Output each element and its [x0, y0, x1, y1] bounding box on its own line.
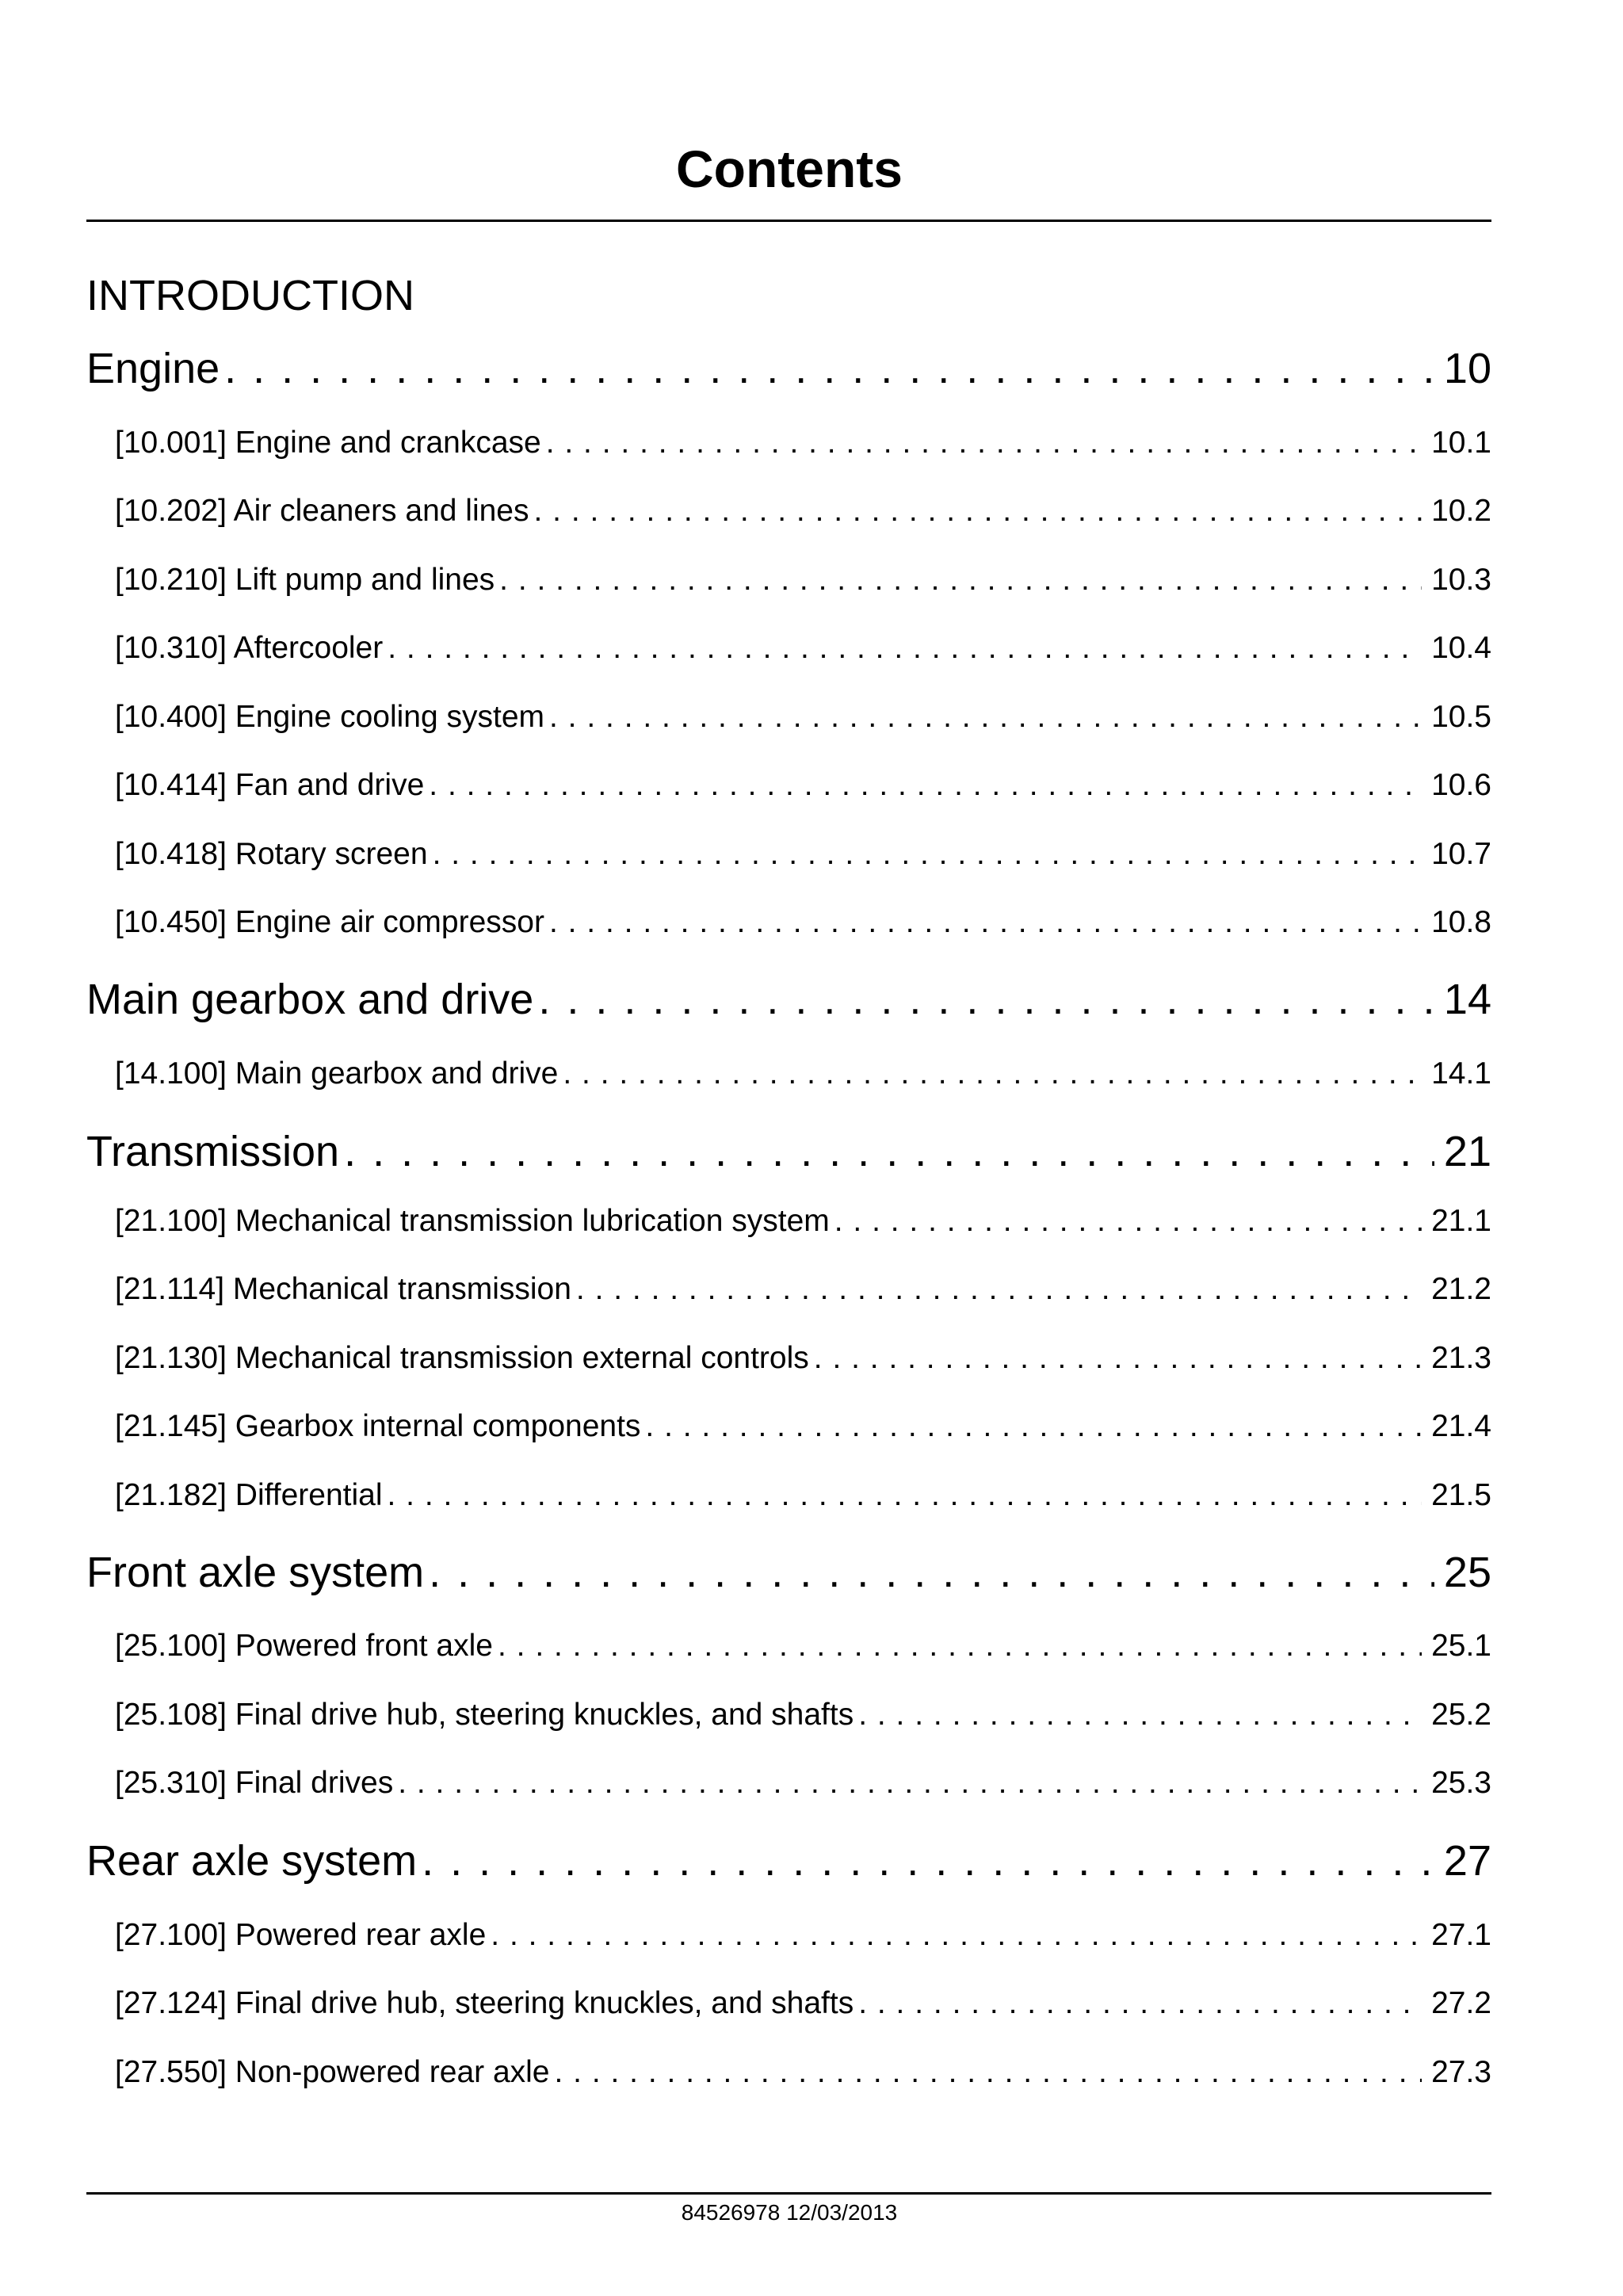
dot-leader [344, 1126, 1434, 1177]
toc-item-page: 27.2 [1431, 1986, 1491, 2020]
toc-item-title: [10.418] Rotary screen [115, 837, 428, 871]
toc-section-engine[interactable] [86, 343, 1491, 394]
toc-item-title: [21.145] Gearbox internal components [115, 1409, 641, 1443]
toc-section-front-axle[interactable] [86, 1547, 1491, 1598]
toc-item-title: [10.414] Fan and drive [115, 768, 425, 802]
toc-item-title: [25.108] Final drive hub, steering knuckles, and shafts [115, 1698, 854, 1732]
toc-item-page: 10.4 [1431, 631, 1491, 665]
dot-leader [546, 424, 1422, 462]
dot-leader [858, 1696, 1422, 1734]
toc-section-title: Transmission [86, 1128, 340, 1175]
dot-leader [538, 974, 1434, 1025]
dot-leader [491, 1916, 1422, 1954]
toc-item[interactable] [115, 1916, 1491, 1954]
dot-leader [834, 1202, 1422, 1240]
toc-item[interactable] [115, 1985, 1491, 2023]
toc-section-transmission[interactable] [86, 1126, 1491, 1177]
toc-section-page: 27 [1443, 1837, 1491, 1885]
toc-item-page: 25.3 [1431, 1766, 1491, 1800]
dot-leader [498, 1627, 1422, 1665]
dot-leader [814, 1339, 1422, 1377]
toc-item-page: 21.3 [1431, 1341, 1491, 1375]
toc-item[interactable] [115, 1270, 1491, 1308]
toc-section-title: Rear axle system [86, 1837, 418, 1885]
toc-item-page: 10.7 [1431, 837, 1491, 871]
toc-item-page: 21.2 [1431, 1272, 1491, 1306]
footer-document-id: 84526978 12/03/2013 [681, 2200, 898, 2225]
toc-item-page: 10.2 [1431, 494, 1491, 528]
toc-item[interactable] [115, 1202, 1491, 1240]
toc-item-page: 25.2 [1431, 1698, 1491, 1732]
toc-item[interactable] [115, 629, 1491, 667]
toc-item-title: [21.182] Differential [115, 1478, 383, 1512]
toc-item-page: 27.3 [1431, 2055, 1491, 2089]
toc-item[interactable] [115, 1627, 1491, 1665]
toc-item-page: 10.1 [1431, 426, 1491, 460]
toc-item-title: [10.210] Lift pump and lines [115, 563, 495, 597]
toc-item[interactable] [115, 1408, 1491, 1446]
toc-item-page: 25.1 [1431, 1629, 1491, 1663]
toc-item[interactable] [115, 835, 1491, 873]
dot-leader [422, 1836, 1434, 1886]
toc-item-page: 14.1 [1431, 1056, 1491, 1091]
toc-section-page: 21 [1443, 1128, 1491, 1175]
toc-item-page: 21.1 [1431, 1204, 1491, 1238]
dot-leader [549, 698, 1422, 736]
toc-item-title: [21.114] Mechanical transmission [115, 1272, 571, 1306]
toc-section-title: Main gearbox and drive [86, 976, 534, 1023]
toc-item[interactable] [115, 2053, 1491, 2092]
toc-item-title: [21.100] Mechanical transmission lubrication system [115, 1204, 830, 1238]
toc-item-page: 10.6 [1431, 768, 1491, 802]
dot-leader [645, 1408, 1422, 1446]
dot-leader [499, 561, 1422, 599]
title-divider [86, 220, 1491, 222]
toc-item[interactable] [115, 904, 1491, 942]
toc-item-title: [10.001] Engine and crankcase [115, 426, 541, 460]
toc-section-rear-axle[interactable] [86, 1836, 1491, 1886]
toc-item-page: 21.4 [1431, 1409, 1491, 1443]
toc-section-title: Engine [86, 345, 220, 392]
dot-leader [388, 629, 1422, 667]
toc-item-title: [25.310] Final drives [115, 1766, 394, 1800]
toc-item[interactable] [115, 1764, 1491, 1802]
toc-item-page: 27.1 [1431, 1918, 1491, 1952]
dot-leader [563, 1055, 1422, 1093]
dot-leader [429, 1547, 1434, 1598]
toc-item-page: 10.8 [1431, 905, 1491, 939]
introduction-heading: INTRODUCTION [86, 272, 414, 319]
dot-leader [429, 766, 1422, 804]
toc-section-page: 10 [1443, 345, 1491, 392]
toc-item-title: [27.100] Powered rear axle [115, 1918, 487, 1952]
footer-divider [86, 2192, 1491, 2195]
toc-item[interactable] [115, 424, 1491, 462]
dot-leader [433, 835, 1423, 873]
toc-item[interactable] [115, 492, 1491, 530]
toc-section-page: 25 [1443, 1549, 1491, 1596]
toc-item-title: [27.124] Final drive hub, steering knuckles, and shafts [115, 1986, 854, 2020]
toc-item-title: [10.450] Engine air compressor [115, 905, 544, 939]
dot-leader [549, 904, 1422, 942]
toc-item[interactable] [115, 561, 1491, 599]
page-title: Contents [676, 139, 903, 198]
toc-item[interactable] [115, 1477, 1491, 1515]
toc-item[interactable] [115, 1696, 1491, 1734]
toc-section-title: Front axle system [86, 1549, 425, 1596]
toc-item[interactable] [115, 698, 1491, 736]
dot-leader [388, 1477, 1423, 1515]
toc-item-page: 10.3 [1431, 563, 1491, 597]
toc-item-page: 10.5 [1431, 700, 1491, 734]
toc-item-title: [10.400] Engine cooling system [115, 700, 545, 734]
toc-item-title: [10.202] Air cleaners and lines [115, 494, 529, 528]
toc-item-title: [21.130] Mechanical transmission external controls [115, 1341, 809, 1375]
toc-item[interactable] [115, 1055, 1491, 1093]
toc-item-title: [10.310] Aftercooler [115, 631, 384, 665]
toc-section-page: 14 [1443, 976, 1491, 1023]
dot-leader [224, 343, 1434, 394]
dot-leader [858, 1985, 1422, 2023]
toc-section-main-gearbox[interactable] [86, 974, 1491, 1025]
dot-leader [534, 492, 1423, 530]
dot-leader [398, 1764, 1422, 1802]
toc-item-title: [25.100] Powered front axle [115, 1629, 493, 1663]
toc-item[interactable] [115, 1339, 1491, 1377]
toc-item[interactable] [115, 766, 1491, 804]
dot-leader [555, 2053, 1423, 2092]
toc-item-title: [14.100] Main gearbox and drive [115, 1056, 559, 1091]
dot-leader [576, 1270, 1422, 1308]
toc-item-title: [27.550] Non-powered rear axle [115, 2055, 550, 2089]
toc-item-page: 21.5 [1431, 1478, 1491, 1512]
